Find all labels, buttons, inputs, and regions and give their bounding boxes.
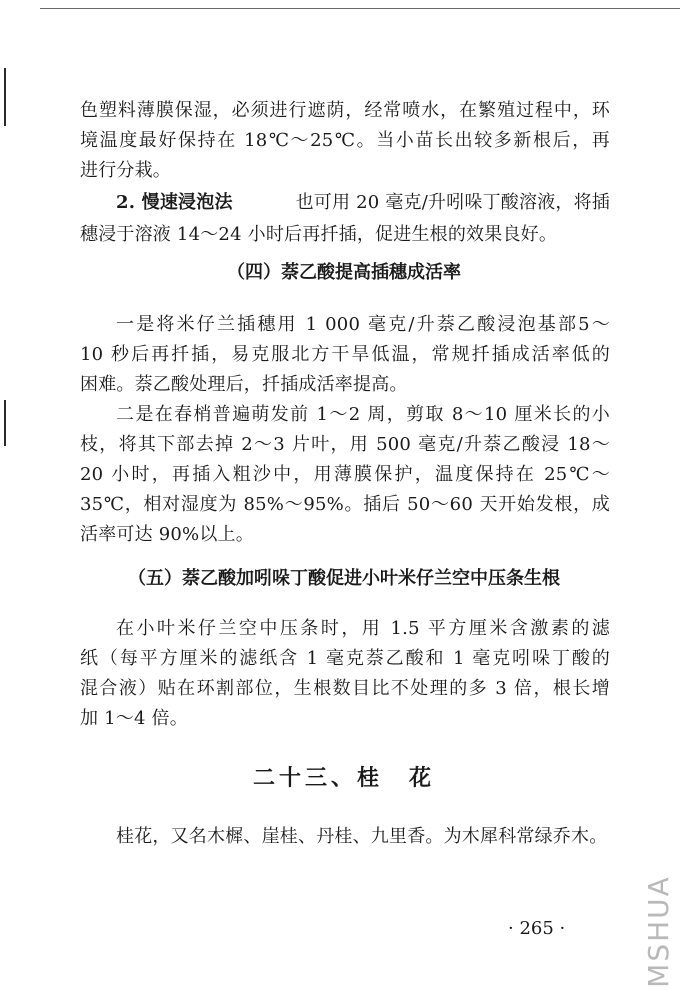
- body-text-line: [116, 192, 610, 214]
- body-text-line: 困难。萘乙酸处理后，扦插成活率提高。: [80, 374, 408, 395]
- scan-margin-mark: [4, 68, 6, 126]
- scan-watermark: [640, 866, 676, 996]
- body-text-line: 进行分栽。: [80, 160, 171, 181]
- body-text-line: 10 秒后再扦插，易克服北方干旱低温，常规扦插成活率低的: [80, 344, 610, 365]
- body-text-line: 纸（每平方厘米的滤纸含 1 毫克萘乙酸和 1 毫克吲哚丁酸的: [80, 648, 610, 669]
- section-heading: （四）萘乙酸提高插穗成活率: [227, 262, 461, 283]
- section-heading: （五）萘乙酸加吲哚丁酸促进小叶米仔兰空中压条生根: [128, 568, 560, 589]
- watermark-text: MSHUA: [641, 874, 675, 988]
- scan-margin-mark: [4, 400, 6, 446]
- body-text-line: 在小叶米仔兰空中压条时，用 1.5 平方厘米含激素的滤: [116, 618, 610, 639]
- body-text-line: 境温度最好保持在 18℃～25℃。当小苗长出较多新根后，再: [80, 130, 610, 151]
- body-text-line: 加 1～4 倍。: [80, 708, 188, 729]
- body-text-line: 穗浸于溶液 14～24 小时后再扦插，促进生根的效果良好。: [80, 224, 558, 245]
- body-text-span: 也可用 20 毫克/升吲哚丁酸溶液，将插: [295, 192, 610, 213]
- body-text-line: 二是在春梢普遍萌发前 1～2 周，剪取 8～10 厘米长的小: [116, 404, 610, 425]
- body-text-line: 色塑料薄膜保湿，必须进行遮荫，经常喷水，在繁殖过程中，环: [80, 100, 610, 121]
- page-number: · 265 ·: [508, 918, 566, 939]
- body-text-line: 活率可达 90%以上。: [80, 524, 254, 545]
- chapter-heading: 二十三、桂 花: [252, 765, 435, 791]
- body-text-line: 混合液）贴在环割部位，生根数目比不处理的多 3 倍，根长增: [80, 678, 610, 699]
- body-text-line: 桂花，又名木樨、崖桂、丹桂、九里香。为木犀科常绿乔木。: [116, 826, 608, 847]
- body-text-line: 20 小时，再插入粗沙中，用薄膜保护，温度保持在 25℃～: [80, 464, 610, 485]
- body-text-line: 35℃，相对湿度为 85%～95%。插后 50～60 天开始发根，成: [80, 494, 610, 515]
- top-rule: [40, 8, 680, 9]
- body-text-line: 枝，将其下部去掉 2～3 片叶，用 500 毫克/升萘乙酸浸 18～: [80, 434, 610, 455]
- body-text-line: 一是将米仔兰插穗用 1 000 毫克/升萘乙酸浸泡基部5～: [116, 314, 610, 335]
- method-title: 2. 慢速浸泡法: [116, 192, 233, 213]
